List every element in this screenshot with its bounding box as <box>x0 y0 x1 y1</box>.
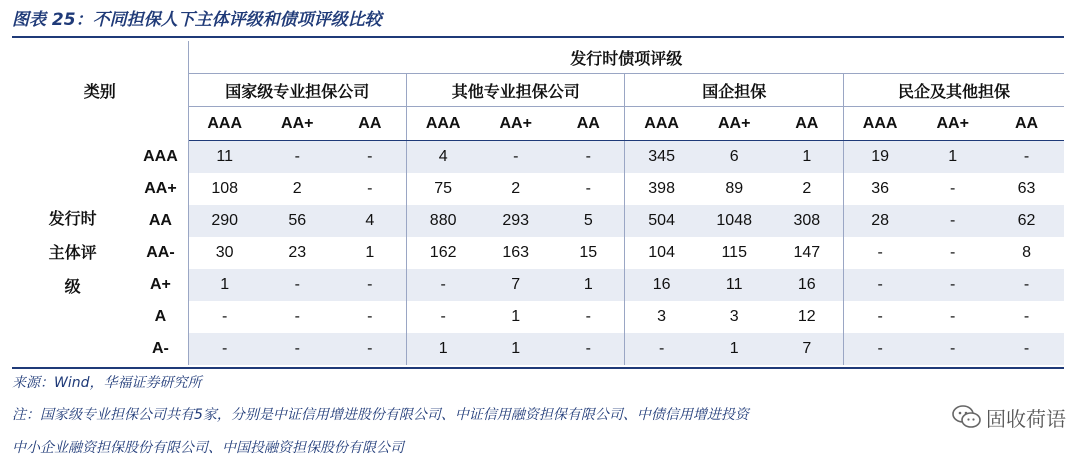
sub-rating-header: AA <box>334 107 407 141</box>
table-cell: - <box>261 141 334 174</box>
table-cell: 162 <box>429 244 457 261</box>
table-cell: 11 <box>698 269 771 301</box>
table-cell: 16 <box>771 269 844 301</box>
sub-rating-header: AA <box>552 107 625 141</box>
table-cell: - <box>989 141 1064 174</box>
table-cell: 1 <box>406 333 479 365</box>
table-cell: - <box>843 269 916 301</box>
table-cell: - <box>916 205 989 237</box>
table-cell: 290 <box>188 205 261 237</box>
table-cell: 63 <box>1017 180 1036 197</box>
table-cell: 2 <box>511 180 521 197</box>
table-cell: - <box>479 141 552 174</box>
table-cell: 36 <box>871 180 890 197</box>
table-row <box>12 301 1064 333</box>
table-cell: 19 <box>843 141 916 174</box>
table-cell: 345 <box>625 141 698 174</box>
table-cell: 2 <box>771 173 844 205</box>
table-cell: - <box>552 301 625 333</box>
group-header-national: 国家级专业担保公司 <box>188 74 406 107</box>
table-cell: 75 <box>434 180 453 197</box>
table-bottom-rule <box>12 367 1064 369</box>
table-cell: 1 <box>552 269 625 301</box>
issuer-rating-label: AA+ <box>133 173 188 205</box>
table-row <box>12 269 1064 301</box>
sub-rating-header: AA <box>771 107 844 141</box>
table-cell: 28 <box>843 205 916 237</box>
table-cell: 293 <box>479 205 552 237</box>
table-cell: - <box>843 333 916 365</box>
bond-rating-header: 发行时债项评级 <box>188 41 1064 74</box>
table-cell: 1 <box>188 269 261 301</box>
table-cell: - <box>916 333 989 365</box>
table-cell: 108 <box>211 180 239 197</box>
footnote-line-2: 中小企业融资担保股份有限公司、中国投融资担保股份有限公司 <box>12 440 404 456</box>
source-note: 来源：Wind，华福证券研究所 <box>12 375 202 391</box>
table-cell: 163 <box>502 244 530 261</box>
category-header: 类别 <box>12 41 188 141</box>
sub-rating-header: AA+ <box>698 107 771 141</box>
sub-rating-header: AA <box>989 107 1064 141</box>
table-cell: 89 <box>725 180 744 197</box>
table-cell: 1 <box>334 237 407 269</box>
table-cell: 15 <box>552 237 625 269</box>
table-cell: 11 <box>188 141 261 174</box>
table-cell: 1048 <box>698 205 771 237</box>
group-header-other-professional: 其他专业担保公司 <box>406 74 624 107</box>
table-row <box>12 333 1064 365</box>
issuer-rating-label: A+ <box>133 269 188 301</box>
table-cell: 3 <box>729 308 739 325</box>
group-header-private: 民企及其他担保 <box>843 74 1064 107</box>
table-cell: 6 <box>698 141 771 174</box>
table-cell: - <box>406 269 479 301</box>
table-cell: 504 <box>625 205 698 237</box>
wechat-icon <box>952 404 982 430</box>
table-cell: - <box>552 173 625 205</box>
table-row <box>12 173 1064 205</box>
figure-title: 图表 25：不同担保人下主体评级和债项评级比较 <box>12 10 382 30</box>
table-cell: - <box>261 333 334 365</box>
issuer-rating-label: AA <box>133 205 188 237</box>
table-cell: - <box>877 244 883 261</box>
table-cell: - <box>625 333 698 365</box>
sub-rating-header: AAA <box>188 107 261 141</box>
table-cell: - <box>989 269 1064 301</box>
sub-rating-header: AA+ <box>261 107 334 141</box>
table-cell: 1 <box>479 333 552 365</box>
table-cell: 1 <box>771 141 844 174</box>
table-cell: 16 <box>625 269 698 301</box>
footnote-line-1: 注：国家级专业担保公司共有5家，分别是中证信用增进股份有限公司、中证信用融资担保有限公司、中债信用增进投资 <box>12 407 749 423</box>
table-cell: - <box>552 333 625 365</box>
sub-rating-header: AAA <box>843 107 916 141</box>
sub-rating-header: AA+ <box>479 107 552 141</box>
table-cell: 115 <box>721 244 747 261</box>
table-cell: 5 <box>552 205 625 237</box>
table-cell: - <box>950 180 956 197</box>
issuer-rating-label: AAA <box>133 141 188 174</box>
table-cell: 147 <box>771 237 844 269</box>
table-cell: - <box>877 308 883 325</box>
group-header-soe: 国企担保 <box>625 74 843 107</box>
table-cell: 308 <box>771 205 844 237</box>
table-cell: 30 <box>215 244 234 261</box>
issuer-rating-label: A- <box>133 333 188 365</box>
table-cell: 8 <box>1022 244 1031 261</box>
table-cell: 23 <box>288 244 307 261</box>
table-cell: 1 <box>698 333 771 365</box>
table-cell: 880 <box>406 205 479 237</box>
table-cell: - <box>334 333 407 365</box>
rating-comparison-table <box>12 41 1064 365</box>
sub-rating-header: AAA <box>625 107 698 141</box>
table-cell: - <box>552 141 625 174</box>
wechat-watermark <box>950 400 1070 434</box>
issuer-rating-header: 发行时 主体评 级 <box>48 208 97 296</box>
issuer-rating-label: AA- <box>133 237 188 269</box>
table-cell: - <box>294 308 300 325</box>
table-cell: - <box>989 333 1064 365</box>
table-cell: 1 <box>916 141 989 174</box>
table-cell: 56 <box>261 205 334 237</box>
title-rule <box>12 36 1064 38</box>
watermark-text: 固收荷语 <box>986 406 1066 431</box>
table-cell: 4 <box>334 205 407 237</box>
table-cell: - <box>334 173 407 205</box>
table-cell: - <box>950 308 956 325</box>
table-cell: 3 <box>657 308 667 325</box>
table-cell: - <box>334 269 407 301</box>
table-cell: - <box>440 308 446 325</box>
sub-rating-header: AA+ <box>916 107 989 141</box>
table-cell: 4 <box>406 141 479 174</box>
table-row <box>12 237 1064 269</box>
table-cell: 398 <box>648 180 675 197</box>
table-cell: - <box>261 269 334 301</box>
table-row <box>12 205 1064 237</box>
table-cell: - <box>950 244 956 261</box>
table-cell: 104 <box>648 244 675 261</box>
issuer-rating-label: A <box>133 301 188 333</box>
table-row <box>12 141 1064 174</box>
table-cell: 2 <box>292 180 302 197</box>
table-cell: - <box>334 301 407 333</box>
table-cell: - <box>1023 308 1030 325</box>
table-cell: - <box>916 269 989 301</box>
table-cell: 7 <box>771 333 844 365</box>
table-cell: 1 <box>511 308 521 325</box>
table-cell: - <box>188 333 261 365</box>
table-cell: 62 <box>989 205 1064 237</box>
table-cell: 7 <box>479 269 552 301</box>
table-cell: - <box>334 141 407 174</box>
sub-rating-header: AAA <box>406 107 479 141</box>
table-cell: 12 <box>771 301 844 333</box>
table-cell: - <box>222 308 228 325</box>
